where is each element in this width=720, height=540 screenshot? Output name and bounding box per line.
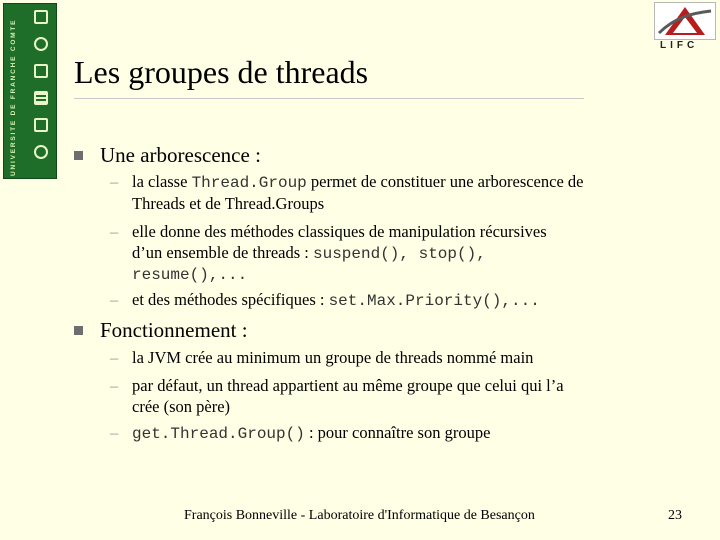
lifc-logo-emblem: [654, 2, 716, 40]
sub-item-text: [132, 348, 670, 369]
code-fragment: Thread.Group: [191, 174, 307, 192]
sub-item: [110, 423, 670, 445]
text-fragment: elle donne des méthodes classiques de manipulation récursives: [132, 222, 547, 241]
text-fragment: Threads et de Thread.Groups: [132, 193, 325, 213]
text-fragment: par défaut, un thread appartient au même groupe que celui qui l’a: [132, 376, 564, 395]
lifc-logo: [654, 2, 716, 54]
lifc-emblem-icon: [655, 3, 715, 39]
text-fragment: la JVM crée au minimum un groupe de threads nommé main: [132, 348, 534, 367]
sub-item: [110, 290, 670, 312]
lifc-logo-text: LIFC: [660, 40, 699, 51]
title-divider: [74, 98, 584, 99]
logo-glyph-icon: [34, 64, 48, 78]
bullet-label: Une arborescence :: [100, 143, 261, 167]
sub-item-text: [132, 222, 670, 286]
sub-item: [110, 172, 670, 214]
code-fragment: suspend(), stop(),: [312, 244, 486, 263]
text-fragment: permet de constituer une arborescence de: [306, 172, 584, 191]
dash-icon: –: [110, 172, 119, 191]
dash-icon: –: [110, 290, 119, 309]
university-logo-text: UNIVERSITE DE FRANCHE COMTE: [10, 18, 17, 176]
sub-item: [110, 222, 670, 286]
university-logo: [3, 3, 57, 179]
logo-glyph-icon: [34, 118, 48, 132]
logo-glyph-icon: [34, 91, 48, 105]
sub-item: [110, 376, 670, 417]
text-fragment: et des méthodes spécifiques :: [132, 290, 329, 309]
text-fragment: d’un ensemble de threads :: [132, 242, 313, 262]
code-fragment: get.Thread.Group(): [132, 425, 305, 443]
dash-icon: –: [110, 423, 119, 442]
code-fragment: set.Max.Priority(),...: [328, 292, 540, 310]
sub-item-text: [132, 376, 670, 417]
logo-glyph-icon: [34, 145, 48, 159]
text-fragment: crée (son père): [132, 396, 231, 416]
text-fragment: la classe: [132, 172, 192, 191]
page-number: 23: [668, 508, 682, 523]
sub-item-text: [132, 423, 670, 445]
dash-icon: –: [110, 348, 119, 367]
dash-icon: –: [110, 376, 119, 395]
bullet-fonctionnement: [74, 318, 248, 343]
code-fragment: resume(),...: [132, 266, 248, 284]
sub-item-text: [132, 172, 670, 214]
slide-title: Les groupes de threads: [74, 54, 369, 90]
slide-footer: François Bonneville - Laboratoire d'Informatique de Besançon: [184, 508, 535, 523]
university-logo-glyphs: [34, 10, 52, 172]
dash-icon: –: [110, 222, 119, 241]
text-fragment: : pour connaître son groupe: [304, 423, 491, 442]
logo-glyph-icon: [34, 37, 48, 51]
sub-item: [110, 348, 670, 369]
bullet-square-icon: [74, 326, 83, 335]
logo-glyph-icon: [34, 10, 48, 24]
bullet-square-icon: [74, 151, 83, 160]
bullet-arborescence: [74, 143, 261, 168]
sub-item-text: [132, 290, 670, 312]
bullet-label: Fonctionnement :: [100, 318, 248, 342]
